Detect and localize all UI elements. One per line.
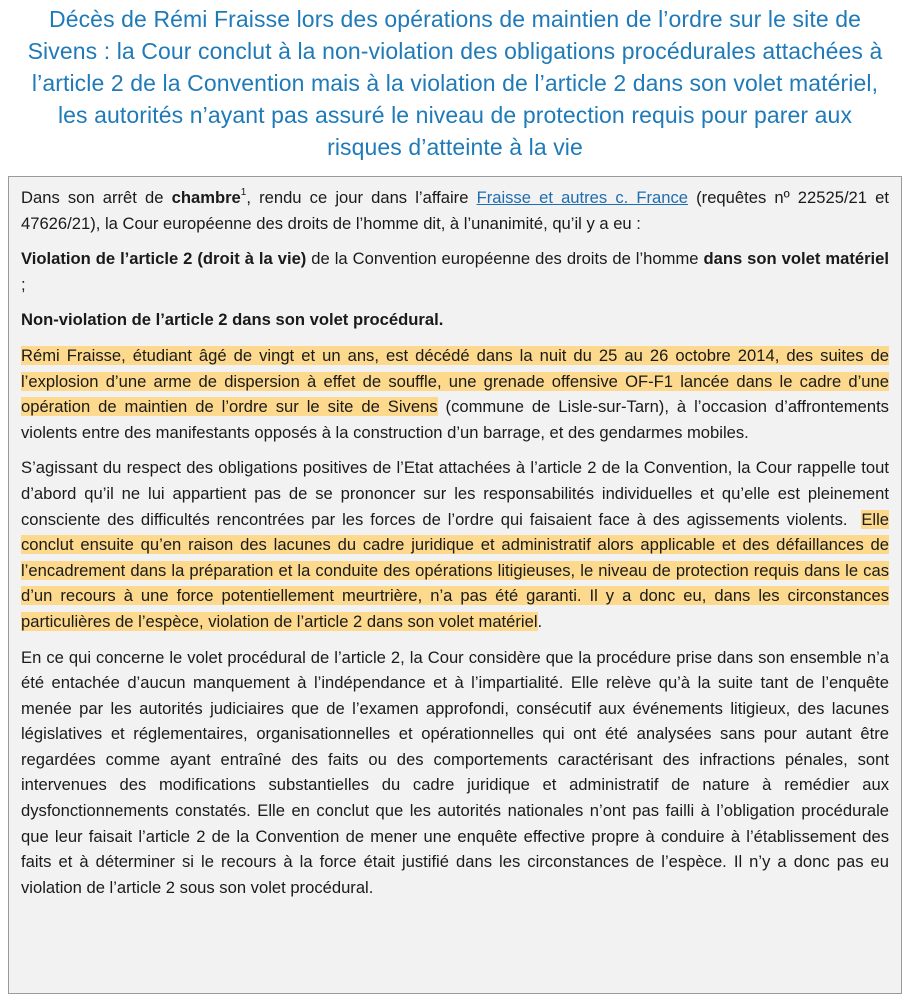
material-limb-plain: S’agissant du respect des obligations positives de l’Etat attachées à l’article 2 de la Convention, la Cour rappelle tout d’abord qu’il ne lui appartient pas de se prononcer sur les responsabilités individuelles et qu’elle est pleinement consciente des difficultés rencontrées par les forces de l’ordre qui faisaient face à des agissements violents. [21,458,894,529]
finding-non-violation-procedural: Non-violation de l’article 2 dans son volet procédural. [21,310,444,330]
finding-1-end: ; [21,274,26,294]
material-limb-highlighted: Elle conclut ensuite qu’en raison des lacunes du cadre juridique et administratif alors applicable et des défaillances de l’encadrement dans la préparation et la conduite des opérations litigieuses, le niveau de protection requis dans le cas d’un recours à une force potentiellement meurtrière, n’a pas été garanti. Il y a donc eu, dans les circonstances particulières de l’espèce, violation de l’article 2 dans son volet matériel [21,509,889,631]
finding-1-normal: de la Convention européenne des droits de l’homme [306,249,704,269]
press-release-title: Décès de Rémi Fraisse lors des opérations de maintien de l’ordre sur le site de Sivens : la Cour conclut à la non-violation des obligations procédurales attachées à l’article 2 de la Convention mais à la violation de l’article 2 dans son volet matériel, les autorités n’ayant pas assuré le niveau de protection requis pour parer aux risques d’atteinte à la vie [27,6,883,160]
facts-rest: (commune de Lisle-sur-Tarn), à l’occasion d’affrontements violents entre des manifestants opposés à la construction d’un barrage, et des gendarmes mobiles. [21,397,889,442]
material-limb-end: . [537,611,543,631]
facts-highlighted: Rémi Fraisse, étudiant âgé de vingt et un ans, est décédé dans la nuit du 25 au 26 octobre 2014, des suites de l’explosion d’une arme de dispersion à effet de souffle, une grenade offensive OF-F1 lancée dans le cadre d’une opération de maintien de l’ordre sur le site de Sivens [21,345,889,417]
footnote-reference[interactable]: 1 [240,187,247,199]
finding-1-bold-a: Violation de l’article 2 (droit à la vie) [21,249,307,269]
summary-box [8,176,902,994]
material-limb-paragraph [21,455,894,634]
intro-suffix: (requêtes nº 22525/21 et 47626/21), la Cour européenne des droits de l’homme dit, à l’unanimité, qu’il y a eu : [21,188,889,233]
intro-middle: , rendu ce jour dans l’affaire [246,188,477,207]
case-link[interactable]: Fraisse et autres c. France [476,188,689,207]
finding-1-bold-b: dans son volet matériel [703,249,889,269]
facts-paragraph [21,343,889,445]
intro-prefix: Dans son arrêt de [21,188,172,207]
procedural-limb-paragraph: En ce qui concerne le volet procédural de l’article 2, la Cour considère que la procédure prise dans son ensemble n’a été entachée d’aucun manquement à l’indépendance et à l’impartialité. Elle relève qu’à la suite tant de l’enquête menée par les autorités judiciaires que de l’examen approfondi, consécutif aux événements litigieux, des lacunes législatives et réglementaires, organisationnelles et opérationnelles qui ont été analysées sans pour autant être regardées comme ayant entraîné des faits ou des comportements caractérisant des infractions pénales, sont intervenues des modifications substantielles du cadre juridique et administratif de nature à remédier aux dysfonctionnements constatés. Elle en conclut que les autorités nationales n’ont pas failli à l’obligation procédurale que leur faisait l’article 2 de la Convention de mener une enquête effective propre à conduire à l’établissement des faits et à déterminer si le recours à la force était justifié dans les circonstances de l’espèce. Il n’y a donc pas eu violation de l’article 2 sous son volet procédural. [21,647,889,897]
intro-paragraph [21,185,889,236]
finding-violation-material [21,246,889,297]
chamber-term: chambre [171,188,241,207]
